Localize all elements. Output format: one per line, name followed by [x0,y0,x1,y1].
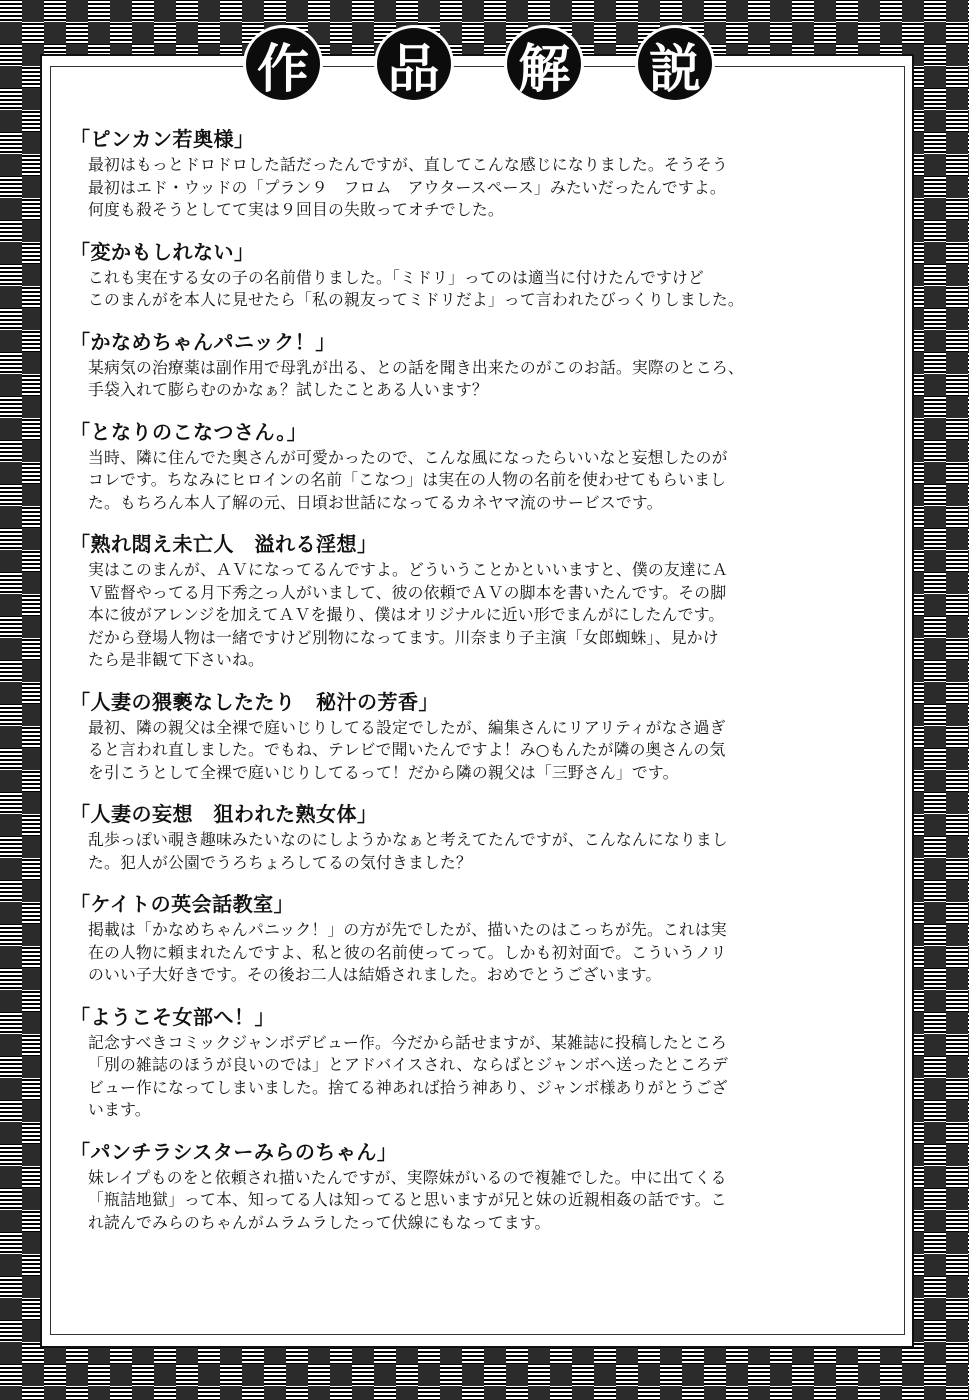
commentary-section [68,124,868,222]
work-title: 「変かもしれない」 [70,239,255,264]
commentary-line: 記念すべきコミックジャンボデビュー作。今だから話せますが、某雑誌に投稿したところ [88,1032,727,1052]
commentary-line: このまんがを本人に見せたら「私の親友ってミドリだよ」って言われたびっくりしました。 [88,290,744,309]
commentary-section [68,1002,868,1122]
commentary-text [88,829,868,874]
title-char-2: 品 [377,28,451,100]
work-title: 「となりのこなつさん。」 [70,419,308,444]
work-title: 「ピンカン若奥様」 [70,127,255,151]
commentary-line: 妹レイプものをと依頼され描いたんですが、実際妹がいるので複雑でした。中に出てくる [88,1167,727,1187]
commentary-text [88,357,868,402]
commentary-line: 某病気の治療薬は副作用で母乳が出る、との話を聞き出来たのがこのお話。実際のところ、 [88,357,744,377]
commentary-line: たら是非観て下さいね。 [88,650,264,669]
commentary-line: 「瓶詰地獄」って本、知ってる人は知ってると思いますが兄と妹の近親相姦の話です。こ [88,1190,727,1209]
commentary-line: 掲載は「かなめちゃんパニック！」の方が先でしたが、描いたのはこっちが先。これは実 [88,920,727,939]
commentary-line: 当時、隣に住んでた奥さんが可愛かったので、こんな風になったらいいなと妄想したのが [88,447,728,467]
commentary-section [68,529,868,672]
commentary-section [68,1137,868,1235]
commentary-line: を引こうとして全裸で庭いじりしてるって！だから隣の親父は「三野さん」です。 [88,762,679,782]
commentary-line: ると言われ直しました。でもね、テレビで聞いたんですよ！み○もんたが隣の奥さんの気 [88,740,726,759]
work-title: 「熟れ悶え未亡人 溢れる淫想」 [70,532,378,556]
commentary-line: 何度も殺そうとしてて実は９回目の失敗ってオチでした。 [88,200,504,219]
commentary-line: 実はこのまんが、ＡＶになってるんですよ。どういうことかといいますと、僕の友達にＡ [88,560,728,579]
commentary-list [68,124,868,1249]
commentary-line: れ読んでみらのちゃんがムラムラしたって伏線にもなってます。 [88,1212,551,1232]
commentary-text [88,1032,868,1122]
work-title: 「人妻の妄想 狙われた熟女体」 [70,802,378,826]
commentary-section [68,237,868,312]
commentary-line: ビュー作になってしまいました。捨てる神あれば拾う神あり、ジャンボ様ありがとうござ [88,1077,728,1097]
title-char-4: 説 [638,28,712,100]
commentary-line: コレです。ちなみにヒロインの名前「こなつ」は実在の人物の名前を使わせてもらいまし [88,470,727,489]
page-title [246,28,712,102]
work-title: 「パンチラシスターみらのちゃん」 [70,1139,398,1164]
commentary-line: Ｖ監督やってる月下秀之っ人がいまして、彼の依頼でＡＶの脚本を書いたんです。その脚 [88,582,727,602]
commentary-text [88,1167,868,1235]
commentary-text [88,267,868,312]
commentary-line: た。犯人が公園でうろちょろしてるの気付きました？ [88,852,472,872]
commentary-line: 本に彼がアレンジを加えてＡＶを撮り、僕はオリジナルに近い形でまんがにしたんです。 [88,605,725,624]
commentary-text [88,447,868,515]
title-char-1: 作 [246,28,320,100]
commentary-section [68,687,868,785]
commentary-section [68,889,868,987]
work-title: 「ようこそ女部へ！」 [70,1004,275,1029]
commentary-line: だから登場人物は一緒ですけど別物になってます。川奈まり子主演「女郎蜘蛛」、見かけ [88,627,719,647]
commentary-text [88,717,868,785]
commentary-text [88,154,868,222]
commentary-text [88,559,868,672]
commentary-line: 最初、隣の親父は全裸で庭いじりしてる設定でしたが、編集さんにリアリティがなさ過ぎ [88,717,726,737]
commentary-line: 乱歩っぽい覗き趣味みたいなのにしようかなぁと考えてたんですが、こんなんになりまし [88,830,728,849]
commentary-line: た。もちろん本人了解の元、日頃お世話になってるカネヤマ流のサービスです。 [88,492,663,512]
commentary-line: のいい子大好きです。その後お二人は結婚されました。おめでとうございます。 [88,965,662,984]
work-title: 「ケイトの英会話教室」 [70,892,295,916]
commentary-text [88,919,868,987]
commentary-line: これも実在する女の子の名前借りました。「ミドリ」ってのは適当に付けたんですけど [88,267,704,287]
title-char-3: 解 [507,28,581,100]
commentary-line: 手袋入れて膨らむのかなぁ？試したことある人います？ [88,380,488,399]
commentary-line: 「別の雑誌のほうが良いのでは」とアドバイスされ、ならばとジャンボへ送ったところデ [88,1055,729,1074]
commentary-section [68,327,868,402]
work-title: 「かなめちゃんパニック！」 [70,329,336,354]
commentary-line: います。 [88,1100,151,1119]
commentary-section [68,799,868,874]
commentary-section [68,417,868,515]
work-title: 「人妻の猥褻なしたたり 秘汁の芳香」 [70,689,439,714]
commentary-line: 最初はエド・ウッドの「プラン９ フロム アウタースペース」みたいだったんですよ。 [88,177,726,197]
commentary-line: 最初はもっとドロドロした話だったんですが、直してこんな感じになりました。そうそう [88,155,728,174]
commentary-line: 在の人物に頼まれたんですよ、私と彼の名前使ってって。しかも初対面で。こういうノリ [88,942,727,962]
